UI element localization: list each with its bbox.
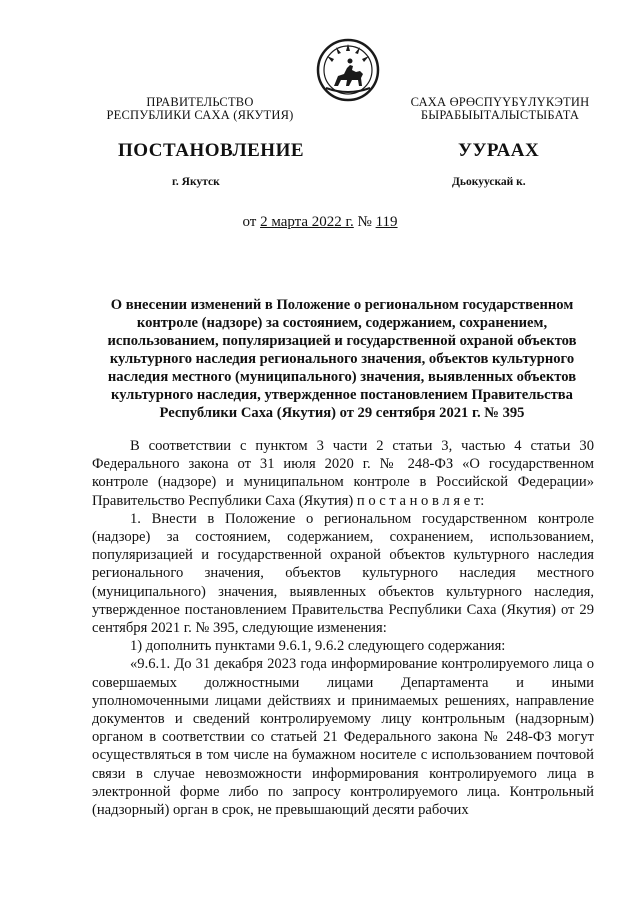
city-russian: г. Якутск xyxy=(172,176,220,188)
document-number: 119 xyxy=(375,214,398,230)
title-line: культурного наследия, утвержденное постановлением Правительства xyxy=(111,387,573,403)
doc-type-russian: ПОСТАНОВЛЕНИЕ xyxy=(118,140,305,161)
title-line: контроле (надзоре) за состоянием, содержанием, сохранением, xyxy=(136,315,548,331)
date-prefix: от xyxy=(242,214,261,230)
document-body xyxy=(92,437,594,819)
document-date: 2 марта 2022 г. xyxy=(260,214,354,230)
org-name-line1: ПРАВИТЕЛЬСТВО xyxy=(146,95,254,109)
government-header-russian xyxy=(70,96,330,122)
title-line: культурного наследия регионального значения, объектов культурного xyxy=(109,351,575,367)
title-line: Республики Саха (Якутия) от 29 сентября 2021 г. № 395 xyxy=(159,405,525,421)
org-name-line2: РЕСПУБЛИКИ САХА (ЯКУТИЯ) xyxy=(106,108,294,122)
subclause-1-paragraph: 1) дополнить пунктами 9.6.1, 9.6.2 следующего содержания: xyxy=(130,638,506,655)
document-date-number xyxy=(0,214,640,231)
clause-1-paragraph: 1. Внести в Положение о региональном государственном контроле (надзоре) за состоянием, содержанием, сохранением, использованием, популяризацией и государственной охраной объектов культурного наследия регионального значения, объектов культурного наследия местного (муниципального) значения, выявленных объектов культурного наследия, утвержденное постановлением Правительства Республики Саха (Якутия) от 29 сентября 2021 г. № 395, следующие изменения: xyxy=(92,510,594,637)
document-title xyxy=(92,296,592,422)
preamble-paragraph: В соответствии с пунктом 3 части 2 статьи 3, частью 4 статьи 30 Федерального закона от 31 июля 2020 г. № 248-ФЗ «О государственном контроле (надзоре) и муниципальном контроле в Российской Федерации» Правительство Республики Саха (Якутия) п о с т а н о в л я е т: xyxy=(92,438,594,509)
title-line: использованием, популяризацией и государственной охраной объектов xyxy=(107,333,577,349)
city-yakut: Дьокуускай к. xyxy=(452,176,526,188)
title-line: О внесении изменений в Положение о региональном государственном xyxy=(110,297,574,313)
doc-type-yakut: УУРААХ xyxy=(458,140,540,161)
title-line: наследия местного (муниципального) значения, выявленных объектов xyxy=(107,369,577,385)
org-name-yakut-line2: БЫРАБЫЫТАЛЫСТЫБАТА xyxy=(420,108,580,122)
government-header-yakut xyxy=(370,96,630,122)
amendment-text-paragraph: «9.6.1. До 31 декабря 2023 года информирование контролируемого лица о совершаемых должностными лицами Департамента и иными уполномоченными лицами действиях и принимаемых решениях, направление документов и сведений контролируемому лицу контрольным (надзорным) органом в соответствии со статьей 21 Федерального закона № 248-ФЗ могут осуществляться в том числе на бумажном носителе с использованием почтовой связи в случае невозможности информирования контролируемого лица в электронной форме либо по запросу контролируемого лица. Контрольный (надзорный) орган в срок, не превышающий десяти рабочих xyxy=(92,656,594,819)
org-name-yakut-line1: САХА ӨРӨСПҮҮБҮЛҮКЭТИН xyxy=(410,95,590,109)
number-prefix: № xyxy=(353,214,376,230)
coat-of-arms-emblem-icon xyxy=(316,38,380,102)
